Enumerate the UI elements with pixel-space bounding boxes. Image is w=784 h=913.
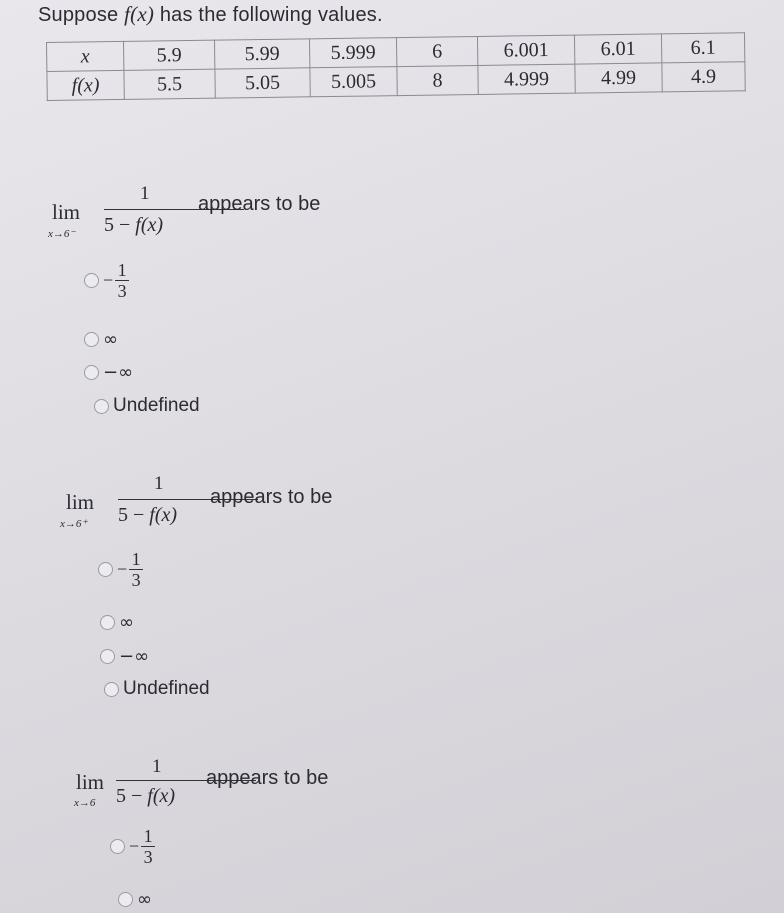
fx-cell: 5.005 bbox=[310, 67, 397, 97]
radio-button[interactable] bbox=[118, 892, 133, 907]
radio-button[interactable] bbox=[84, 273, 99, 288]
radio-button[interactable] bbox=[100, 649, 115, 664]
lim-numerator: 1 bbox=[152, 756, 162, 777]
values-table bbox=[46, 32, 746, 101]
x-cell: 6.1 bbox=[661, 33, 744, 63]
lim-numerator: 1 bbox=[154, 473, 164, 494]
lim-label: lim bbox=[66, 490, 95, 514]
option-neg-one-third[interactable]: − $\frac{1}{3}$ bbox=[110, 826, 155, 867]
option-undefined[interactable]: Undefined bbox=[104, 678, 210, 700]
radio-button[interactable] bbox=[104, 682, 119, 697]
lim-numerator: 1 bbox=[140, 183, 150, 204]
x-cell: 5.99 bbox=[214, 39, 309, 69]
radio-button[interactable] bbox=[84, 332, 99, 347]
x-header: x bbox=[47, 41, 124, 71]
lim-label: lim bbox=[76, 770, 105, 794]
option-neg-one-third[interactable]: − $\frac{1}{3}$ bbox=[84, 260, 129, 301]
appears-to-be-text: appears to be bbox=[210, 486, 333, 508]
radio-button[interactable] bbox=[98, 562, 113, 577]
fx-cell: 4.99 bbox=[575, 63, 662, 93]
radio-button[interactable] bbox=[94, 399, 109, 414]
fx-cell: 4.999 bbox=[478, 64, 575, 94]
prompt-prefix: Suppose bbox=[38, 4, 125, 26]
x-cell: 5.9 bbox=[123, 40, 214, 70]
lim-label: lim bbox=[52, 200, 81, 224]
x-cell: 6.001 bbox=[477, 35, 574, 65]
lim-denominator: 5 − f(x) bbox=[104, 214, 164, 236]
problem-prompt bbox=[38, 2, 383, 27]
prompt-fx: f(x) bbox=[124, 2, 155, 26]
option-infinity[interactable]: ∞ bbox=[118, 889, 152, 910]
radio-button[interactable] bbox=[110, 839, 125, 854]
radio-button[interactable] bbox=[84, 365, 99, 380]
option-neg-infinity[interactable]: −∞ bbox=[84, 362, 133, 383]
option-infinity[interactable]: ∞ bbox=[84, 329, 118, 350]
option-neg-one-third[interactable]: − $\frac{1}{3}$ bbox=[98, 549, 143, 590]
fx-cell: 5.05 bbox=[215, 68, 310, 98]
appears-to-be-text: appears to be bbox=[206, 767, 329, 789]
lim-approach: x→6⁺ bbox=[60, 518, 88, 530]
lim-approach: x→6⁻ bbox=[48, 228, 76, 240]
option-infinity[interactable]: ∞ bbox=[100, 612, 134, 633]
fx-header: f(x) bbox=[47, 70, 124, 100]
lim-denominator: 5 − f(x) bbox=[118, 504, 178, 526]
option-undefined[interactable]: Undefined bbox=[94, 395, 200, 417]
prompt-suffix: has the following values. bbox=[154, 4, 383, 26]
lim-denominator: 5 − f(x) bbox=[116, 785, 176, 807]
x-cell: 5.999 bbox=[309, 38, 396, 68]
radio-button[interactable] bbox=[100, 615, 115, 630]
fx-cell: 8 bbox=[397, 65, 478, 95]
fx-cell: 4.9 bbox=[662, 62, 745, 92]
lim-approach: x→6 bbox=[74, 797, 96, 809]
appears-to-be-text: appears to be bbox=[198, 193, 321, 215]
fx-cell: 5.5 bbox=[124, 69, 215, 99]
x-cell: 6 bbox=[396, 36, 477, 66]
option-neg-infinity[interactable]: −∞ bbox=[100, 646, 149, 667]
x-cell: 6.01 bbox=[574, 34, 661, 64]
